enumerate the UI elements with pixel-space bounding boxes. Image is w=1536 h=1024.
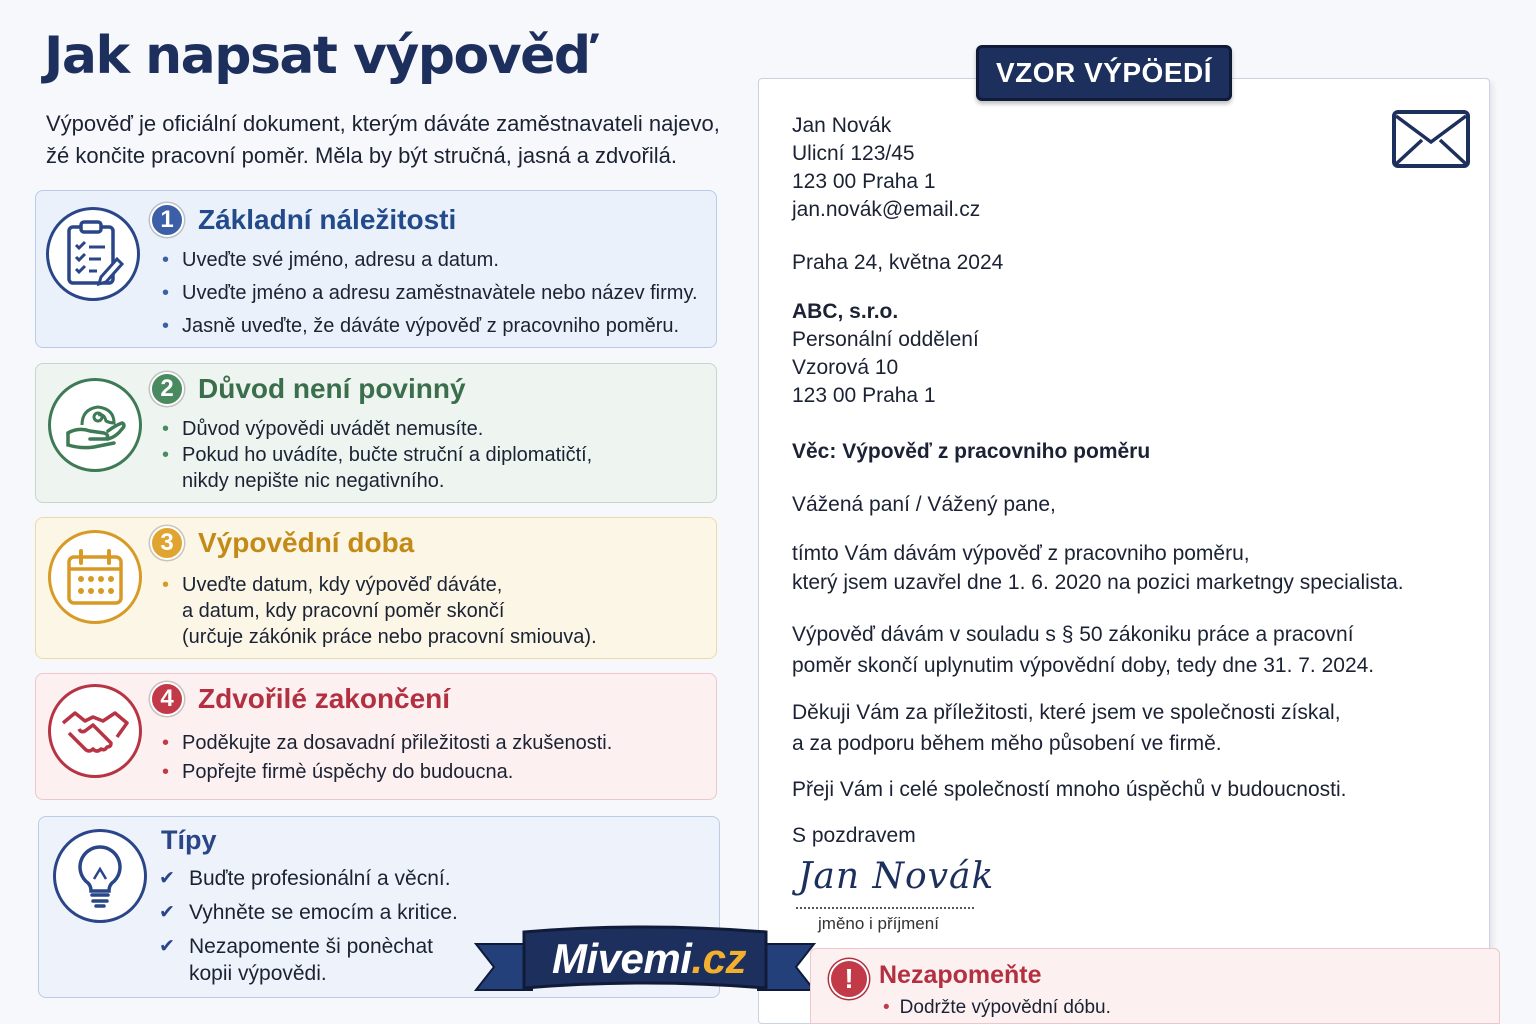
section-basic-requirements bbox=[35, 190, 717, 348]
list-item-continuation: (určuje zákónik práce nebo pracovní smiouva). bbox=[182, 626, 597, 648]
letter-paragraph-1 bbox=[792, 539, 1404, 597]
hand-holding-icon bbox=[48, 378, 142, 472]
section-title: Důvod není povinný bbox=[198, 373, 466, 404]
step-number: 1 bbox=[150, 203, 184, 237]
section-polite-closing bbox=[35, 673, 717, 800]
section-title: Výpovědní doba bbox=[198, 527, 415, 558]
section-heading bbox=[150, 372, 466, 406]
page-title: Jak napsat výpověď bbox=[44, 26, 590, 86]
reminder-item: • Dodržte výpovědní dóbu. bbox=[883, 997, 1111, 1019]
intro-text bbox=[46, 108, 766, 172]
letter-paragraph-4: Přeji Vám i celé společností mnoho úspěchů v budoucnosti. bbox=[792, 778, 1347, 801]
paragraph-line: Výpověď dávám v souladu s § 50 zákoniku práce a pracovní bbox=[792, 623, 1354, 646]
letter-closing: S pozdravem bbox=[792, 824, 916, 847]
letter-greeting: Vážená paní / Vážený pane, bbox=[792, 493, 1056, 516]
list-item: • Uveďte datum, kdy výpověď dáváte, bbox=[160, 572, 597, 598]
sender-block bbox=[792, 112, 980, 224]
list-item: • Uveďte své jméno, adresu a datum. bbox=[160, 247, 698, 273]
tip-item bbox=[159, 933, 458, 960]
section-title: Základní náležitosti bbox=[198, 204, 457, 235]
list-item: • Jasně uveďte, že dáváte výpověď z pracovniho poměru. bbox=[160, 313, 698, 339]
intro-line-1: Výpověď je oficiální dokument, kterým dáváte zaměstnavateli najevo, bbox=[46, 111, 720, 136]
recipient-city: 123 00 Praha 1 bbox=[792, 384, 936, 407]
tips-list bbox=[159, 865, 458, 987]
reminder-heading: Nezapomeňte bbox=[879, 961, 1042, 989]
paragraph-line: který jsem uzavřel dne 1. 6. 2020 na pozici marketngy specialista. bbox=[792, 571, 1404, 594]
reminder-box bbox=[810, 948, 1500, 1024]
sender-street: Ulicní 123/45 bbox=[792, 142, 915, 165]
brand-name: Mivemi bbox=[552, 935, 692, 982]
envelope-icon bbox=[1392, 110, 1470, 173]
handshake-icon bbox=[48, 684, 142, 778]
brand-tld: .cz bbox=[691, 935, 746, 982]
section-notice-period bbox=[35, 517, 717, 659]
section-list bbox=[160, 572, 597, 650]
section-heading bbox=[150, 526, 414, 560]
paragraph-line: tímto Vám dávám výpověď z pracovniho poměru, bbox=[792, 542, 1250, 565]
tip-item: ✔ Buďte profesionální a věcní. bbox=[159, 865, 458, 892]
list-item: • Pokud ho uvádíte, bučte struční a diplomatičtí, bbox=[160, 442, 592, 468]
tips-heading: Típy bbox=[161, 825, 217, 855]
paragraph-line: Děkuji Vám za příležitosti, které jsem ve společnosti získal, bbox=[792, 701, 1341, 724]
section-reason-optional bbox=[35, 363, 717, 503]
paragraph-line: a za podporu během měho působení ve firmě. bbox=[792, 732, 1222, 755]
brand-logo bbox=[526, 928, 772, 990]
section-heading bbox=[150, 682, 450, 716]
list-item: • Důvod výpovědi uvádět nemusíte. bbox=[160, 416, 592, 442]
signature-caption: jměno i příjmení bbox=[818, 914, 939, 933]
tip-item: ✔ Vyhněte se emocím a kritice. bbox=[159, 899, 458, 926]
step-number: 2 bbox=[150, 372, 184, 406]
calendar-icon bbox=[48, 530, 142, 624]
section-title: Zdvořilé zakončení bbox=[198, 683, 451, 714]
recipient-name: ABC, s.r.o. bbox=[792, 300, 899, 323]
recipient-department: Personální oddělení bbox=[792, 328, 979, 351]
list-item: • Popřejte firmè úspěchy do budoucna. bbox=[160, 759, 612, 785]
step-number: 4 bbox=[150, 682, 184, 716]
list-item: • Poděkujte za dosavadní přiležitosti a zkušenosti. bbox=[160, 730, 612, 756]
letter-paragraph-3 bbox=[792, 697, 1341, 759]
section-heading bbox=[150, 203, 456, 237]
lightbulb-icon bbox=[53, 829, 147, 923]
letter-date: Praha 24, května 2024 bbox=[792, 251, 1004, 274]
sender-city: 123 00 Praha 1 bbox=[792, 170, 936, 193]
tip-line: Nezapomente ši ponèchat bbox=[189, 935, 433, 958]
step-number: 3 bbox=[150, 526, 184, 560]
signature: Jan Novák bbox=[798, 856, 995, 897]
section-list bbox=[160, 730, 612, 788]
recipient-block bbox=[792, 298, 979, 410]
clipboard-checklist-icon bbox=[46, 207, 140, 301]
list-item-continuation: nikdy nepište nic negativního. bbox=[182, 470, 445, 492]
list-item: • Uveďte jméno a adresu zaměstnavàtele nebo název firmy. bbox=[160, 280, 698, 306]
sender-name: Jan Novák bbox=[792, 114, 892, 137]
intro-line-2: žé končite pracovní poměr. Měla by být stručná, jasná a zdvořilá. bbox=[46, 143, 677, 168]
recipient-street: Vzorová 10 bbox=[792, 356, 899, 379]
sample-badge: VZOR VÝPÖEDÍ bbox=[976, 45, 1232, 101]
exclamation-icon: ! bbox=[829, 959, 869, 999]
sender-email: jan.novák@email.cz bbox=[792, 198, 981, 221]
section-list bbox=[160, 247, 698, 346]
signature-line bbox=[796, 907, 974, 909]
tip-continuation: kopii výpovědi. bbox=[189, 962, 327, 985]
section-list bbox=[160, 416, 592, 494]
list-item-continuation: a datum, kdy pracovní poměr skončí bbox=[182, 600, 505, 622]
letter-subject: Věc: Výpověď z pracovniho poměru bbox=[792, 440, 1151, 463]
letter-paragraph-2 bbox=[792, 619, 1374, 681]
paragraph-line: poměr skončí uplynutim výpovědní doby, tedy dne 31. 7. 2024. bbox=[792, 654, 1375, 677]
